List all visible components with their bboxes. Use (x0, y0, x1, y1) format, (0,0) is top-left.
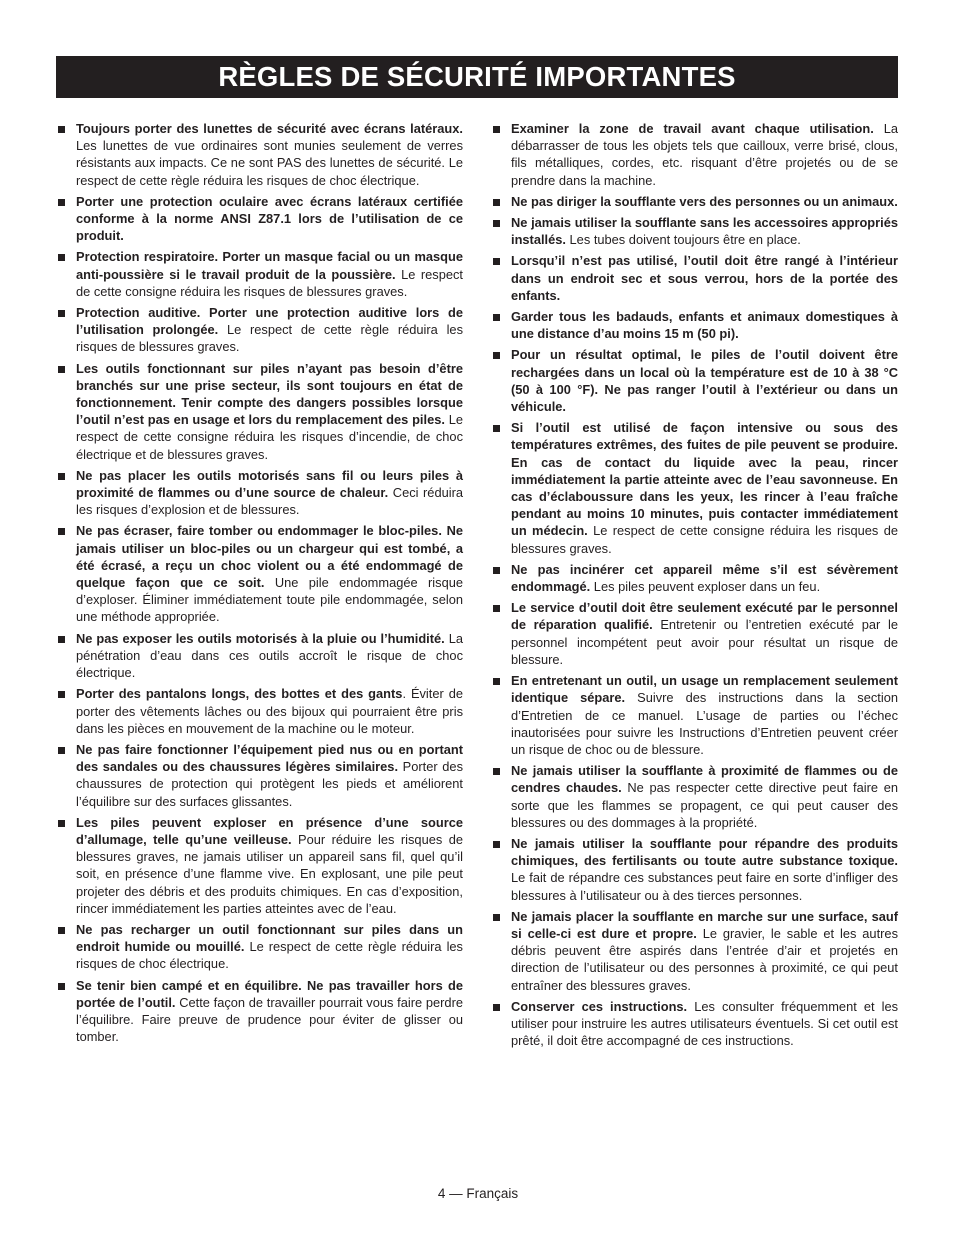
rule-bold-text: Ne pas écraser, faire tomber ou endommager le bloc-piles. Ne jamais utiliser un bloc-piles ou un chargeur qui est tombé, a été écrasé, a reçu un choc violent ou a été endommagé de quelque façon que ce soit. (76, 523, 463, 591)
square-bullet-icon (58, 310, 65, 317)
safety-rule-item (491, 214, 898, 248)
rule-body-text: Cette façon de travailler pourrait vous faire perdre l’équilibre. Faire preuve de prudence pour éviter de glisser ou tomber. (76, 994, 463, 1045)
safety-rule-item (56, 120, 463, 189)
square-bullet-icon (493, 352, 500, 359)
safety-rule-item (56, 304, 463, 356)
rule-bold-text: Ne pas exposer les outils motorisés à la pluie ou l’humidité. (76, 630, 445, 646)
square-bullet-icon (493, 605, 500, 612)
rule-body-text: La débarrasser de tous les objets tels que cailloux, verre brisé, clous, fils métalliques, cordes, etc. risquant d’être projetés ou de se prendre dans la machine. (511, 121, 899, 188)
square-bullet-icon (58, 528, 65, 535)
safety-rule-item (491, 998, 898, 1050)
square-bullet-icon (58, 747, 65, 754)
rule-body-text: . Éviter de porter des vêtements lâches ou des bijoux qui pourraient être pris dans les pièces en mouvement de la machine ou le moteur. (76, 686, 464, 736)
rule-bold-text: Ne jamais utiliser la soufflante sans les accessoires appropriés installés. (511, 215, 898, 248)
safety-rule-item (56, 522, 463, 625)
rule-bold-text: Porter des pantalons longs, des bottes et des gants (76, 686, 403, 702)
safety-rule-item (56, 248, 463, 300)
safety-rule-item (491, 252, 898, 304)
rule-bold-text: Ne pas placer les outils motorisés sans fil ou leurs piles à proximité de flammes ou d’une source de chaleur. (76, 467, 463, 501)
left-rules-list (56, 120, 463, 1045)
rule-body-text: Le respect de cette règle réduira les risques de choc électrique. (76, 939, 463, 972)
square-bullet-icon (493, 199, 500, 206)
rule-bold-text: Protection respiratoire. Porter un masque facial ou un masque anti-poussière si le travail produit de la poussière. (76, 249, 463, 282)
safety-rule-item (491, 346, 898, 415)
title-banner (56, 56, 898, 98)
rule-bold-text: Si l’outil est utilisé de façon intensive ou sous des températures extrêmes, des fuites de pile peuvent se produire. En cas de contact du liquide avec la peau, rincer immédiatement la partie atteinte avec de l’eau savonneuse. En cas d’éclaboussure dans les yeux, les rincer à l’eau fraîche pendant au moins 10 minutes, puis contacter immédiatement un médecin. (511, 420, 898, 539)
square-bullet-icon (493, 914, 500, 921)
safety-rule-item (491, 120, 898, 189)
rule-body-text: Pour réduire les risques de blessures graves, ne jamais utiliser un appareil sans fil, quel qu’il soit, en présence d’une flamme vive. En explosant, une pile peut projeter des débris et des produits chimiques. En cas d’exposition, rincer immédiatement les parties atteintes avec de l’eau. (76, 831, 464, 916)
safety-rule-item (56, 977, 463, 1046)
square-bullet-icon (493, 314, 500, 321)
safety-rule-item (56, 630, 463, 682)
square-bullet-icon (493, 258, 500, 265)
safety-rule-item (56, 741, 463, 810)
rule-body-text: Les lunettes de vue ordinaires sont munies seulement de verres résistants aux impacts. Ce ne sont PAS des lunettes de sécurité. Le respect de cette règle réduira les risques de choc électrique. (76, 138, 463, 188)
rule-bold-text: Se tenir bien campé et en équilibre. Ne pas travailler hors de portée de l’outil. (76, 977, 463, 1010)
safety-rule-item (56, 814, 463, 917)
safety-rule-item (491, 908, 898, 994)
rule-bold-text: Garder tous les badauds, enfants et animaux domestiques à une distance d’au moins 15 m (50 pi). (511, 309, 898, 342)
rule-body-text: Entretenir ou l’entretien exécuté par le personnel incompétent peut avoir pour résultat un risque de blessure. (511, 617, 898, 667)
square-bullet-icon (58, 473, 65, 480)
square-bullet-icon (493, 220, 500, 227)
square-bullet-icon (493, 567, 500, 574)
rule-body-text: Le respect de cette consigne réduira les risques de blessures graves. (511, 523, 899, 556)
rule-bold-text: Pour un résultat optimal, le piles de l’outil doivent être rechargées dans un local où la température est de 10 à 38 °C (50 à 100 °F). Ne pas ranger l’outil à l’extérieur ou dans un véhicule. (511, 347, 898, 415)
safety-rule-item (56, 360, 463, 463)
square-bullet-icon (58, 126, 65, 133)
rule-body-text: Les consulter fréquemment et les utiliser pour instruire les autres utilisateurs éventuels. Si cet outil est prêté, il doit être accompagné de ces instructions. (511, 998, 899, 1049)
rule-body-text: Le respect de cette consigne réduira les risques d’incendie, de choc électrique et de blessures graves. (76, 412, 463, 462)
rule-bold-text: Les outils fonctionnant sur piles n’ayant pas besoin d’être branchés sur une prise secteur, ils sont toujours en état de fonctionnement. Tenir compte des dangers possibles lorsque l’outil n’est pas en usage et lors du remplacement des piles. (76, 360, 463, 428)
safety-rule-item (491, 193, 898, 210)
rule-body-text: Porter des chaussures de protection qui protègent les pieds et améliorent l’équilibre sur des surfaces glissantes. (76, 759, 463, 809)
rule-bold-text: Examiner la zone de travail avant chaque utilisation. (511, 121, 874, 136)
safety-rule-item (491, 835, 898, 904)
rule-bold-text: En entretenant un outil, un usage un remplacement seulement identique sépare. (511, 673, 898, 706)
rule-body-text: Le respect de cette règle réduira les risques de blessures graves. (76, 322, 463, 355)
page-footer (0, 1186, 954, 1201)
rule-bold-text: Lorsqu’il n’est pas utilisé, l’outil doit être rangé à l’intérieur dans un endroit sec et sous verrou, hors de la portée des enfants. (511, 253, 898, 303)
rule-body-text: Les tubes doivent toujours être en place. (565, 232, 801, 248)
rule-bold-text: Ne pas faire fonctionner l’équipement pied nus ou en portant des sandales ou des chaussures légères similaires. (76, 741, 463, 775)
right-column (491, 120, 898, 1053)
rule-body-text: Suivre des instructions dans la section d’Entretien de ce manuel. L’usage de parties ou l’échec inautorisées pour suivre les Instructions d’Entretien peuvent créer un risque de choc ou de blessure. (511, 690, 899, 757)
safety-rule-item (56, 921, 463, 973)
rule-body-text: Ne pas respecter cette directive peut faire en sorte que les flammes se propagent, ce qui peut causer des blessures ou des dommages à la propriété. (511, 780, 898, 830)
right-rules-list (491, 120, 898, 1049)
square-bullet-icon (58, 636, 65, 643)
page-title: RÈGLES DE SÉCURITÉ IMPORTANTES (218, 61, 736, 92)
rule-body-text: Le gravier, le sable et les autres débris peuvent être aspirés dans l’entrée d’air et projetés en direction de l’utilisateur ou des personnes à proximité, ce qui peut entraîner des blessures graves. (511, 925, 898, 993)
safety-rule-item (491, 672, 898, 758)
square-bullet-icon (58, 983, 65, 990)
square-bullet-icon (58, 199, 65, 206)
rule-bold-text: Ne jamais utiliser la soufflante pour répandre des produits chimiques, des fertilisants ou toute autre substance toxique. (511, 835, 898, 869)
square-bullet-icon (58, 691, 65, 698)
rule-bold-text: Ne jamais placer la soufflante en marche sur une surface, sauf si celle-ci est dure et propre. (511, 908, 898, 941)
safety-rule-item (491, 762, 898, 831)
rule-bold-text: Toujours porter des lunettes de sécurité avec écrans latéraux. (76, 121, 463, 136)
square-bullet-icon (58, 254, 65, 261)
square-bullet-icon (58, 927, 65, 934)
square-bullet-icon (493, 1004, 500, 1011)
safety-rule-item (491, 561, 898, 595)
square-bullet-icon (493, 841, 500, 848)
rule-body-text: Le respect de cette consigne réduira les risques de blessures graves. (76, 266, 463, 299)
rule-bold-text: Conserver ces instructions. (511, 998, 688, 1014)
safety-rule-item (56, 193, 463, 245)
rule-bold-text: Les piles peuvent exploser en présence d’une source d’allumage, telle qu’une veilleuse. (76, 814, 463, 847)
square-bullet-icon (58, 366, 65, 373)
square-bullet-icon (493, 768, 500, 775)
square-bullet-icon (493, 678, 500, 685)
safety-rule-item (56, 467, 463, 519)
left-column (56, 120, 463, 1049)
rule-bold-text: Protection auditive. Porter une protection auditive lors de l’utilisation prolongée. (76, 305, 463, 338)
safety-rule-item (56, 685, 463, 737)
rule-bold-text: Le service d’outil doit être seulement exécuté par le personnel de réparation qualifié. (511, 600, 898, 633)
rule-bold-text: Porter une protection oculaire avec écrans latéraux certifiée conforme à la norme ANSI Z87.1 lors de l’utilisation de ce produit. (76, 193, 463, 244)
rule-bold-text: Ne pas diriger la soufflante vers des personnes ou un animaux. (511, 193, 898, 209)
square-bullet-icon (493, 425, 500, 432)
rule-bold-text: Ne jamais utiliser la soufflante à proximité de flammes ou de cendres chaudes. (511, 763, 898, 796)
rule-body-text: Les piles peuvent exploser dans un feu. (590, 579, 821, 595)
rule-bold-text: Ne pas recharger un outil fonctionnant sur piles dans un endroit humide ou mouillé. (76, 921, 463, 955)
rule-body-text: Le fait de répandre ces substances peut faire en sorte d’infliger des blessures à l’utilisateur ou à des tierces personnes. (511, 870, 898, 903)
safety-rule-item (491, 419, 898, 557)
square-bullet-icon (58, 820, 65, 827)
rule-body-text: Ceci réduira les risques d’explosion et de blessures. (76, 485, 464, 518)
square-bullet-icon (493, 126, 500, 133)
rule-body-text: Une pile endommagée risque d’exploser. Éliminer immédiatement toute pile endommagée, selon une méthode appropriée. (76, 575, 463, 625)
page-number: 4 — Français (437, 1186, 519, 1201)
safety-rule-item (491, 599, 898, 668)
rule-body-text: La pénétration d’eau dans ces outils accroît le risque de choc électrique. (76, 630, 464, 681)
safety-rule-item (491, 308, 898, 342)
rule-bold-text: Ne pas incinérer cet appareil même s’il est sévèrement endommagé. (511, 561, 898, 595)
